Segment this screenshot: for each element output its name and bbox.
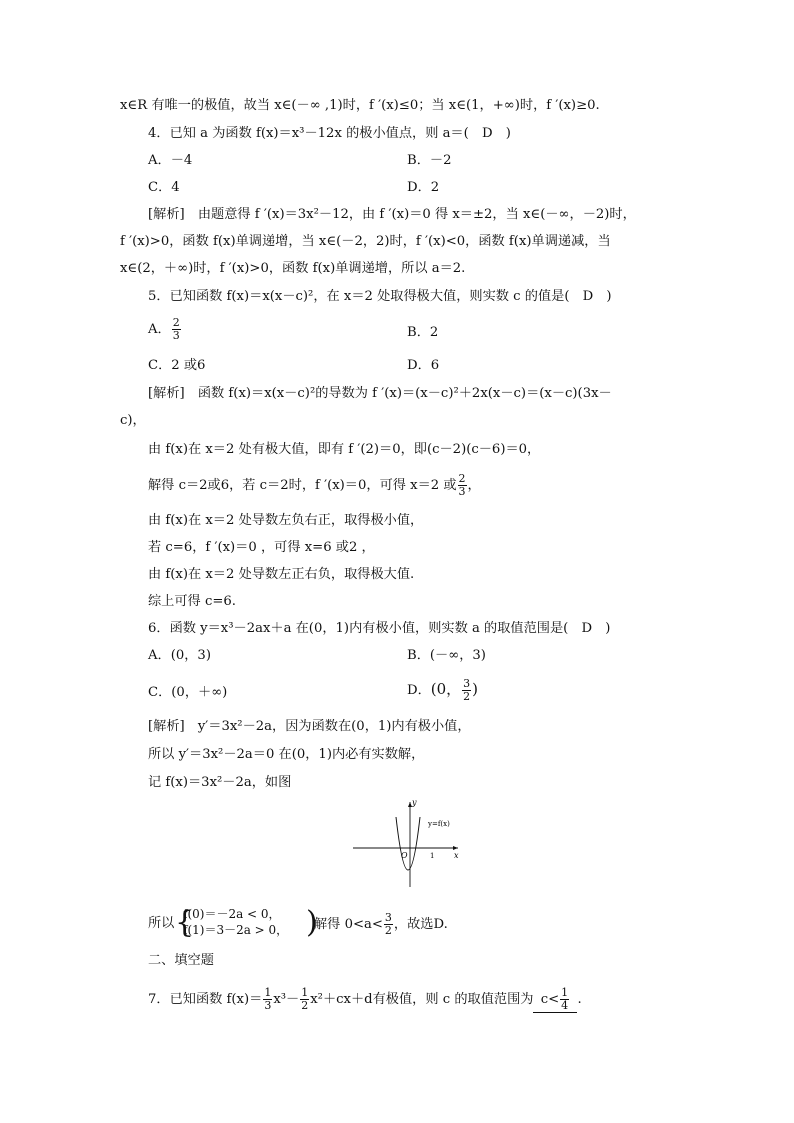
origin-label: O [401,851,408,860]
prev-solution-end: x∈R 有唯一的极值，故当 x∈(－∞ ,1)时，f ′(x)≤0；当 x∈(1，+∞)时，f ′(x)≥0. [120,98,600,113]
q7-text: . [577,992,582,1007]
section-fill-in-title: 二、填空题 [148,953,214,968]
q5-option-c: C．2 或6 [148,358,206,373]
numerator: 2 [458,472,466,485]
fraction [263,987,272,1012]
q6-option-c: C．(0，＋∞) [148,685,228,700]
left-brace: { [175,905,195,940]
q6-conclusion-result [314,912,448,937]
q5-solution-text: 解得 c＝2或6，若 c＝2时，f ′(x)＝0，可得 x＝2 或 [148,478,457,493]
q6-solution-line: 所以 y′＝3x²－2a＝0 在(0，1)内必有实数解， [148,747,425,762]
q6-option-b: B．(－∞，3) [407,648,486,663]
denominator: 2 [384,924,392,937]
numerator: 1 [264,986,272,999]
numerator: 3 [463,677,471,690]
q5-solution-line [148,473,481,498]
fraction [560,987,569,1012]
q5-solution-text: ， [467,478,481,493]
denominator: 3 [264,999,272,1012]
q7-text: 7．已知函数 f(x)＝ [148,992,263,1007]
q5-solution-line: [解析] 函数 f(x)＝x(x－c)²的导数为 f ′(x)＝(x－c)²＋2x(x－c)＝(x－c)(3x－ [148,386,612,401]
fraction [384,912,393,937]
result-text: 解得 0<a< [314,917,383,932]
q5-solution-line: 由 f(x)在 x＝2 处导数左负右正，取得极小值， [148,513,424,528]
system-row-1: f(0)＝－2a < 0， [183,907,281,921]
answer-blank [533,987,577,1013]
fraction [172,317,181,342]
denominator: 3 [172,329,180,342]
q4-option-d: D．2 [407,180,440,195]
q5-solution-line: 若 c=6，f ′(x)＝0 ，可得 x=6 或2 ， [148,540,375,555]
answer-text: c< [540,992,560,1007]
q6-solution-line: [解析] y′＝3x²－2a，因为函数在(0，1)内有极小值， [148,719,471,734]
q5-solution-line: 由 f(x)在 x＝2 处导数左正右负，取得极大值. [148,567,415,582]
q4-solution-line: x∈(2，＋∞)时，f ′(x)>0，函数 f(x)单调递增，所以 a＝2. [120,261,466,276]
result-text: ，故选D. [393,917,448,932]
system-row-2: f(1)＝3－2a > 0， [183,923,289,937]
interval-close: ) [472,680,479,698]
numerator: 2 [172,316,180,329]
x-axis-arrow-icon [453,846,458,850]
q5-option-a-label: A． [148,322,171,337]
q6-option-a: A．(0，3) [148,648,211,663]
q4-solution-line: f ′(x)>0，函数 f(x)单调递增，当 x∈(－2，2)时，f ′(x)<0，函数 f(x)单调递减，当 [120,234,611,249]
numerator: 3 [384,911,392,924]
tick-label-one: 1 [430,852,435,860]
interval-open: (0， [430,680,462,698]
q6-solution-line: 记 f(x)＝3x²－2a，如图 [148,775,292,790]
q4-option-a: A．－4 [148,153,193,168]
denominator: 4 [561,999,569,1012]
question-7 [148,987,582,1013]
fraction [462,678,471,703]
fraction [458,473,467,498]
numerator: 1 [301,986,309,999]
denominator: 2 [301,999,309,1012]
denominator: 3 [458,485,466,498]
x-axis-label: x [454,851,459,860]
denominator: 2 [463,690,471,703]
q6-conclusion: 所以 [148,916,175,931]
question-6: 6．函数 y＝x³－2ax＋a 在(0，1)内有极小值，则实数 a 的取值范围是( D ) [148,621,611,636]
numerator: 1 [561,986,569,999]
q5-solution-line: 综上可得 c=6. [148,594,236,609]
question-5: 5．已知函数 f(x)＝x(x－c)²，在 x＝2 处取得极大值，则实数 c 的值是( D ) [148,289,612,304]
q4-option-b: B．－2 [407,153,452,168]
q5-option-d: D．6 [407,358,440,373]
q5-solution-line: 由 f(x)在 x＝2 处有极大值，即有 f ′(2)＝0，即(c－2)(c－6)＝0， [148,442,541,457]
q5-option-a [148,317,182,342]
q5-option-b: B．2 [407,325,439,340]
q6-option-d [407,678,478,703]
curve-label: y=f(x) [428,820,450,828]
q4-option-c: C．4 [148,180,180,195]
right-brace: ) [306,905,318,940]
y-axis-label: y [412,798,417,807]
q7-text: x²＋cx＋d有极值，则 c 的取值范围为 [310,992,534,1007]
parabola-curve [396,817,420,870]
q4-solution-line: [解析] 由题意得 f ′(x)＝3x²－12，由 f ′(x)＝0 得 x＝±2，当 x∈(－∞，－2)时， [148,207,636,222]
fraction [300,987,309,1012]
parabola-graph [350,795,465,890]
q6-option-d-label: D． [407,683,431,698]
q5-solution-line: c)， [120,413,146,428]
q7-text: x³－ [273,992,300,1007]
question-4: 4．已知 a 为函数 f(x)＝x³－12x 的极小值点，则 a＝( D ) [148,126,511,141]
